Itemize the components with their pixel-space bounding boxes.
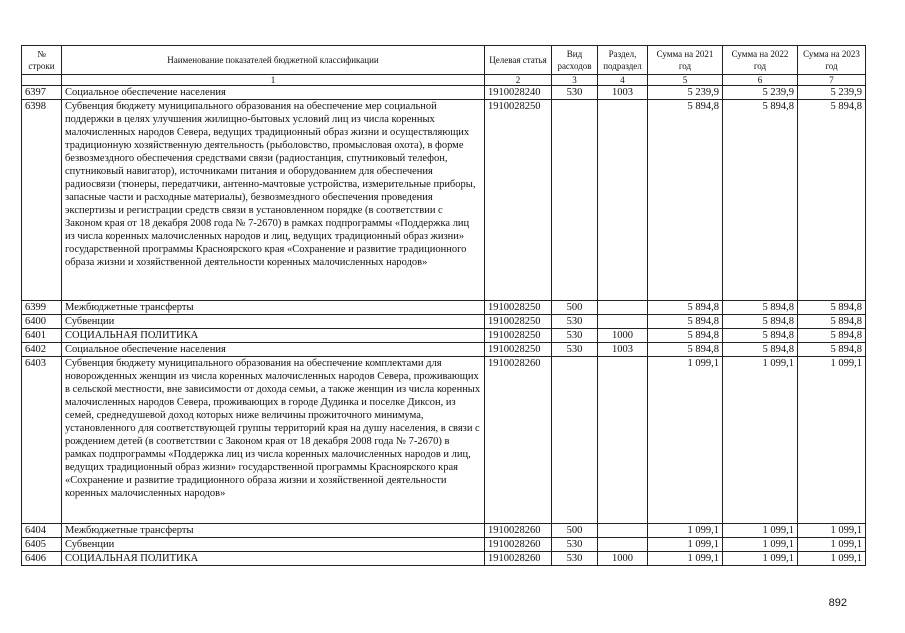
table-row <box>22 100 866 301</box>
row-code: 1910028250 <box>485 100 552 301</box>
row-vid: 530 <box>552 86 598 100</box>
header-num: № строки <box>22 46 62 75</box>
row-code: 1910028260 <box>485 357 552 524</box>
index-row <box>22 75 866 86</box>
header-sum-2021: Сумма на 2021 год <box>648 46 723 75</box>
row-razd: 1000 <box>598 552 648 566</box>
row-sum-2021: 5 894,8 <box>648 315 723 329</box>
row-sum-2023: 1 099,1 <box>798 552 866 566</box>
row-code: 1910028240 <box>485 86 552 100</box>
table-row <box>22 343 866 357</box>
table-row <box>22 329 866 343</box>
header-sum-2022: Сумма на 2022 год <box>723 46 798 75</box>
row-code: 1910028260 <box>485 552 552 566</box>
budget-table <box>21 45 866 566</box>
header-vid: Вид расходов <box>552 46 598 75</box>
row-sum-2021: 5 894,8 <box>648 343 723 357</box>
row-sum-2021: 1 099,1 <box>648 524 723 538</box>
row-code: 1910028250 <box>485 343 552 357</box>
row-sum-2021: 5 894,8 <box>648 329 723 343</box>
table-row <box>22 315 866 329</box>
row-number: 6402 <box>22 343 62 357</box>
row-sum-2022: 5 894,8 <box>723 301 798 315</box>
row-number: 6399 <box>22 301 62 315</box>
row-vid: 530 <box>552 552 598 566</box>
row-razd: 1000 <box>598 329 648 343</box>
row-name: Межбюджетные трансферты <box>62 524 485 538</box>
row-razd <box>598 100 648 301</box>
row-sum-2023: 5 239,9 <box>798 86 866 100</box>
row-name: Социальное обеспечение населения <box>62 86 485 100</box>
row-vid: 530 <box>552 343 598 357</box>
row-vid: 530 <box>552 538 598 552</box>
row-sum-2022: 5 894,8 <box>723 100 798 301</box>
table-row <box>22 357 866 524</box>
row-sum-2023: 5 894,8 <box>798 343 866 357</box>
index-cell: 7 <box>798 75 866 86</box>
row-number: 6400 <box>22 315 62 329</box>
page-number: 892 <box>828 597 847 609</box>
row-code: 1910028250 <box>485 301 552 315</box>
index-cell: 3 <box>552 75 598 86</box>
row-number: 6405 <box>22 538 62 552</box>
row-name: Субвенция бюджету муниципального образования на обеспечение мер социальной поддержки в целях улучшения жилищно-бытовых условий лиц из числа коренных малочисленных народов Севера, ведущих традиционный образ жизни и осуществляющих традиционную хозяйственную деятельность (рыболовство, промысловая охота), в форме безвозмездного обеспечения средствами связи (радиостанция, спутниковый телефон, спутниковый навигатор), источниками питания и оборудованием для обеспечения радиосвязи (тюнеры, передатчики, антенно-мачтовые устройства, измерительные приборы, запасные части и расходные материалы), безвозмездного обеспечения проведения экспертизы и регистрации средств связи в установленном порядке (в соответствии с Законом края от 18 декабря 2008 года № 7-2670) в рамках подпрограммы «Поддержка лиц из числа коренных малочисленных народов и лиц, ведущих традиционный образ жизни» государственной программы Красноярского края «Сохранение и развитие традиционного образа жизни и хозяйственной деятельности коренных малочисленных народов» <box>62 100 485 301</box>
header-name: Наименование показателей бюджетной классификации <box>62 46 485 75</box>
row-sum-2021: 5 894,8 <box>648 100 723 301</box>
row-name: Субвенции <box>62 315 485 329</box>
row-sum-2022: 1 099,1 <box>723 524 798 538</box>
row-name: Субвенция бюджету муниципального образования на обеспечение комплектами для новорожденных женщин из числа коренных малочисленных народов Севера, проживающих в сельской местности, вне зависимости от дохода семьи, а также женщин из числа коренных малочисленных народов Севера, проживающих в городе Дудинка и поселке Диксон, из семей, среднедушевой доход которых ниже величины прожиточного минимума, установленного для соответствующей группы территорий края на душу населения, в связи с рождением детей (в соответствии с Законом края от 18 декабря 2008 года № 7-2670) в рамках подпрограммы «Поддержка лиц из числа коренных малочисленных народов и лиц, ведущих традиционный образ жизни» государственной программы Красноярского края «Сохранение и развитие традиционного образа жизни и хозяйственной деятельности коренных малочисленных народов» <box>62 357 485 524</box>
row-sum-2022: 5 894,8 <box>723 329 798 343</box>
index-cell: 2 <box>485 75 552 86</box>
row-sum-2021: 1 099,1 <box>648 357 723 524</box>
row-number: 6397 <box>22 86 62 100</box>
row-sum-2022: 1 099,1 <box>723 357 798 524</box>
row-sum-2022: 1 099,1 <box>723 538 798 552</box>
row-code: 1910028260 <box>485 538 552 552</box>
row-number: 6401 <box>22 329 62 343</box>
row-vid: 500 <box>552 524 598 538</box>
row-vid <box>552 100 598 301</box>
header-sum-2023: Сумма на 2023 год <box>798 46 866 75</box>
row-sum-2023: 5 894,8 <box>798 315 866 329</box>
row-sum-2023: 1 099,1 <box>798 357 866 524</box>
row-razd <box>598 301 648 315</box>
index-cell: 6 <box>723 75 798 86</box>
row-sum-2022: 1 099,1 <box>723 552 798 566</box>
row-sum-2023: 5 894,8 <box>798 301 866 315</box>
row-sum-2023: 1 099,1 <box>798 524 866 538</box>
header-row <box>22 46 866 75</box>
header-code: Целевая статья <box>485 46 552 75</box>
table-row <box>22 86 866 100</box>
row-vid: 530 <box>552 315 598 329</box>
table-row <box>22 301 866 315</box>
row-vid: 530 <box>552 329 598 343</box>
index-cell: 4 <box>598 75 648 86</box>
row-sum-2022: 5 894,8 <box>723 343 798 357</box>
row-razd: 1003 <box>598 343 648 357</box>
table-row <box>22 552 866 566</box>
row-vid: 500 <box>552 301 598 315</box>
row-number: 6404 <box>22 524 62 538</box>
row-code: 1910028250 <box>485 315 552 329</box>
row-name: Межбюджетные трансферты <box>62 301 485 315</box>
row-code: 1910028260 <box>485 524 552 538</box>
row-sum-2021: 1 099,1 <box>648 552 723 566</box>
header-razd: Раздел, подраздел <box>598 46 648 75</box>
row-name: СОЦИАЛЬНАЯ ПОЛИТИКА <box>62 552 485 566</box>
row-razd <box>598 538 648 552</box>
row-sum-2023: 5 894,8 <box>798 329 866 343</box>
row-sum-2022: 5 239,9 <box>723 86 798 100</box>
table-row <box>22 524 866 538</box>
row-number: 6403 <box>22 357 62 524</box>
row-razd <box>598 524 648 538</box>
table-row <box>22 538 866 552</box>
row-name: Субвенции <box>62 538 485 552</box>
index-cell: 5 <box>648 75 723 86</box>
row-razd <box>598 315 648 329</box>
row-number: 6406 <box>22 552 62 566</box>
index-cell <box>22 75 62 86</box>
row-sum-2021: 5 894,8 <box>648 301 723 315</box>
row-sum-2022: 5 894,8 <box>723 315 798 329</box>
row-vid <box>552 357 598 524</box>
row-razd <box>598 357 648 524</box>
row-code: 1910028250 <box>485 329 552 343</box>
row-sum-2021: 1 099,1 <box>648 538 723 552</box>
row-sum-2023: 5 894,8 <box>798 100 866 301</box>
index-cell: 1 <box>62 75 485 86</box>
row-name: Социальное обеспечение населения <box>62 343 485 357</box>
row-name: СОЦИАЛЬНАЯ ПОЛИТИКА <box>62 329 485 343</box>
row-sum-2023: 1 099,1 <box>798 538 866 552</box>
row-sum-2021: 5 239,9 <box>648 86 723 100</box>
row-number: 6398 <box>22 100 62 301</box>
row-razd: 1003 <box>598 86 648 100</box>
